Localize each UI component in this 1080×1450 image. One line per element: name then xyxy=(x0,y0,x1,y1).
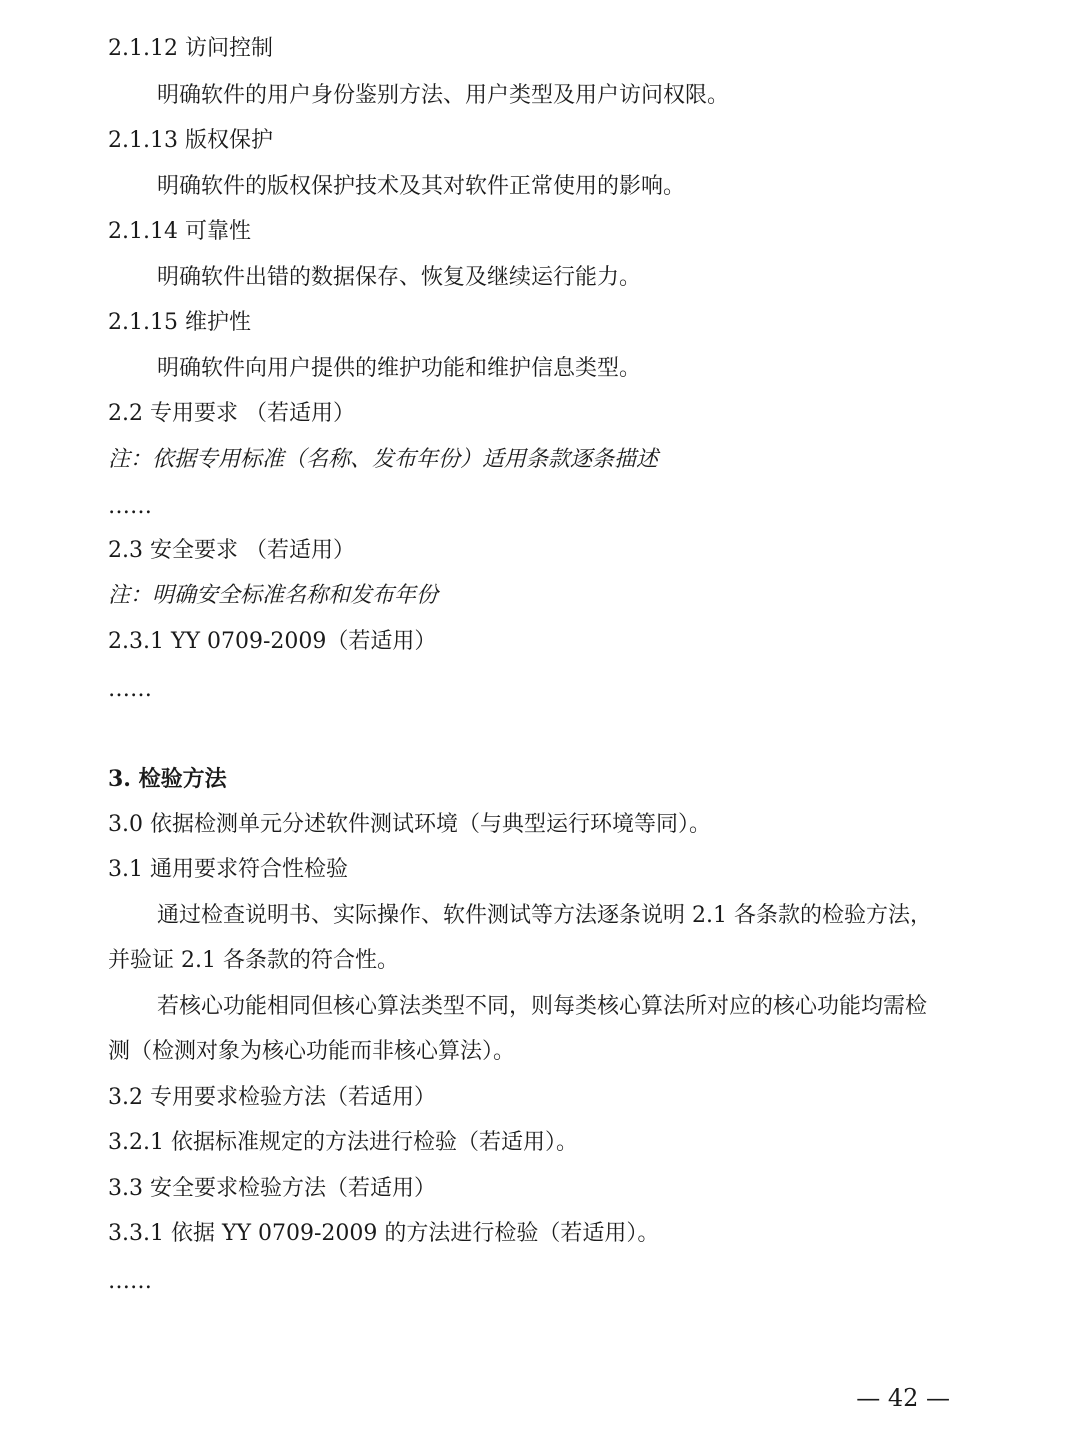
ellipsis: …… xyxy=(108,677,152,702)
ellipsis: …… xyxy=(108,1269,152,1294)
paragraph-copyright: 明确软件的版权保护技术及其对软件正常使用的影响。 xyxy=(157,174,686,199)
paragraph-maintainability: 明确软件向用户提供的维护功能和维护信息类型。 xyxy=(157,356,642,381)
section-heading-2-3: 2.3 安全要求 （若适用） xyxy=(108,538,355,563)
paragraph-3-1-line-3: 若核心功能相同但核心算法类型不同，则每类核心算法所对应的核心功能均需检 xyxy=(157,994,928,1019)
section-heading-2-3-1: 2.3.1 YY 0709-2009（若适用） xyxy=(108,629,437,654)
ellipsis: …… xyxy=(108,494,152,519)
note-special-standard: 注：依据专用标准（名称、发布年份）适用条款逐条描述 xyxy=(108,447,659,472)
note-safety-standard: 注：明确安全标准名称和发布年份 xyxy=(108,583,439,608)
paragraph-reliability: 明确软件出错的数据保存、恢复及继续运行能力。 xyxy=(157,265,642,290)
section-heading-2-1-14: 2.1.14 可靠性 xyxy=(108,219,251,244)
page-number: — 42 — xyxy=(856,1384,950,1412)
paragraph-3-1-line-1: 通过检查说明书、实际操作、软件测试等方法逐条说明 2.1 各条款的检验方法， xyxy=(157,903,932,928)
paragraph-3-3-1: 3.3.1 依据 YY 0709-2009 的方法进行检验（若适用）。 xyxy=(108,1221,660,1246)
section-heading-2-2: 2.2 专用要求 （若适用） xyxy=(108,401,355,426)
paragraph-3-2-1: 3.2.1 依据标准规定的方法进行检验（若适用）。 xyxy=(108,1130,578,1155)
section-heading-2-1-12: 2.1.12 访问控制 xyxy=(108,36,273,61)
section-heading-3-1: 3.1 通用要求符合性检验 xyxy=(108,857,348,882)
section-heading-2-1-15: 2.1.15 维护性 xyxy=(108,310,251,335)
paragraph-3-1-line-2: 并验证 2.1 各条款的符合性。 xyxy=(108,948,399,973)
section-heading-3-3: 3.3 安全要求检验方法（若适用） xyxy=(108,1176,436,1201)
section-heading-2-1-13: 2.1.13 版权保护 xyxy=(108,128,273,153)
paragraph-3-1-line-4: 测（检测对象为核心功能而非核心算法）。 xyxy=(108,1039,516,1064)
paragraph-access-control: 明确软件的用户身份鉴别方法、用户类型及用户访问权限。 xyxy=(157,83,730,108)
section-heading-3-2: 3.2 专用要求检验方法（若适用） xyxy=(108,1085,436,1110)
paragraph-3-0: 3.0 依据检测单元分述软件测试环境（与典型运行环境等同）。 xyxy=(108,812,711,837)
section-heading-3: 3. 检验方法 xyxy=(108,766,227,792)
